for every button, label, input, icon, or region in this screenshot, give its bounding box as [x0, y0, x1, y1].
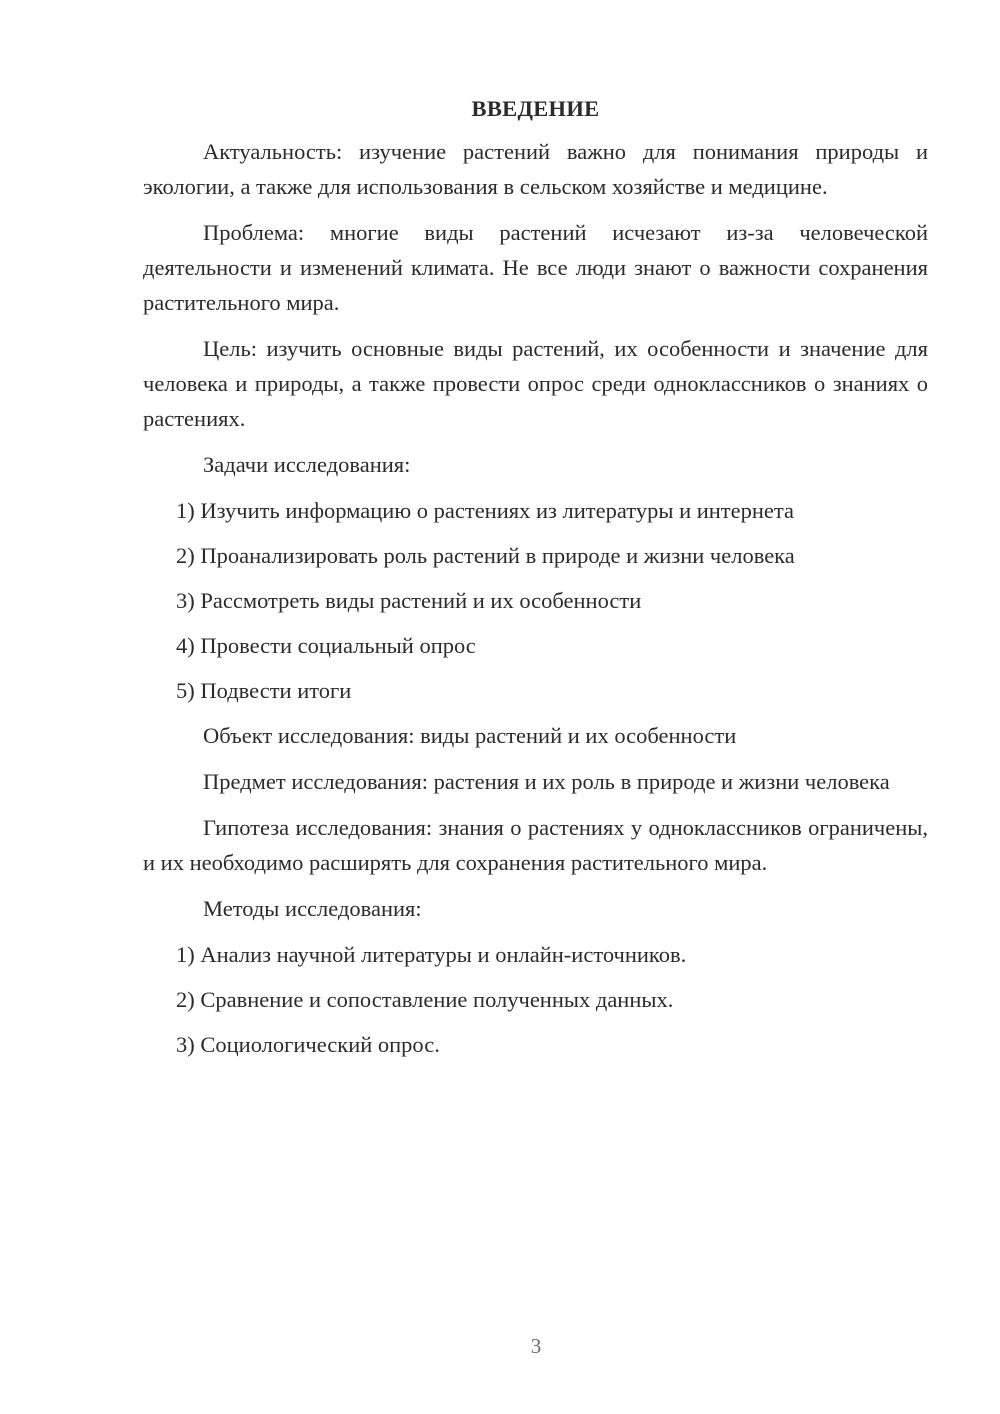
list-item: 1) Анализ научной литературы и онлайн-источников. [176, 942, 687, 967]
relevance-paragraph: Актуальность: изучение растений важно для понимания природы и экологии, а также для использования в сельском хозяйстве и медицине. [143, 139, 928, 199]
page-number: 3 [530, 1334, 542, 1358]
goal-paragraph: Цель: изучить основные виды растений, их особенности и значение для человека и природы, а также провести опрос среди одноклассников о знаниях о растениях. [143, 336, 928, 431]
tasks-heading: Задачи исследования: [203, 452, 411, 477]
methods-heading: Методы исследования: [203, 896, 422, 921]
list-item: 4) Провести социальный опрос [176, 633, 476, 658]
page-title: ВВЕДЕНИЕ [471, 96, 600, 121]
object-paragraph: Объект исследования: виды растений и их особенности [203, 723, 737, 748]
tasks-list [143, 493, 928, 708]
page-content [143, 92, 928, 1072]
problem-paragraph: Проблема: многие виды растений исчезают из-за человеческой деятельности и изменений климата. Не все люди знают о важности сохранения растительного мира. [143, 220, 928, 315]
subject-paragraph: Предмет исследования: растения и их роль в природе и жизни человека [203, 769, 890, 794]
list-item: 5) Подвести итоги [176, 678, 352, 703]
methods-list [143, 937, 928, 1062]
list-item: 3) Рассмотреть виды растений и их особенности [176, 588, 642, 613]
list-item: 3) Социологический опрос. [176, 1032, 440, 1057]
hypothesis-paragraph: Гипотеза исследования: знания о растениях у одноклассников ограничены, и их необходимо расширять для сохранения растительного мира. [143, 815, 928, 875]
list-item: 2) Проанализировать роль растений в природе и жизни человека [176, 543, 795, 568]
list-item: 2) Сравнение и сопоставление полученных данных. [176, 987, 674, 1012]
list-item: 1) Изучить информацию о растениях из литературы и интернета [176, 498, 795, 523]
